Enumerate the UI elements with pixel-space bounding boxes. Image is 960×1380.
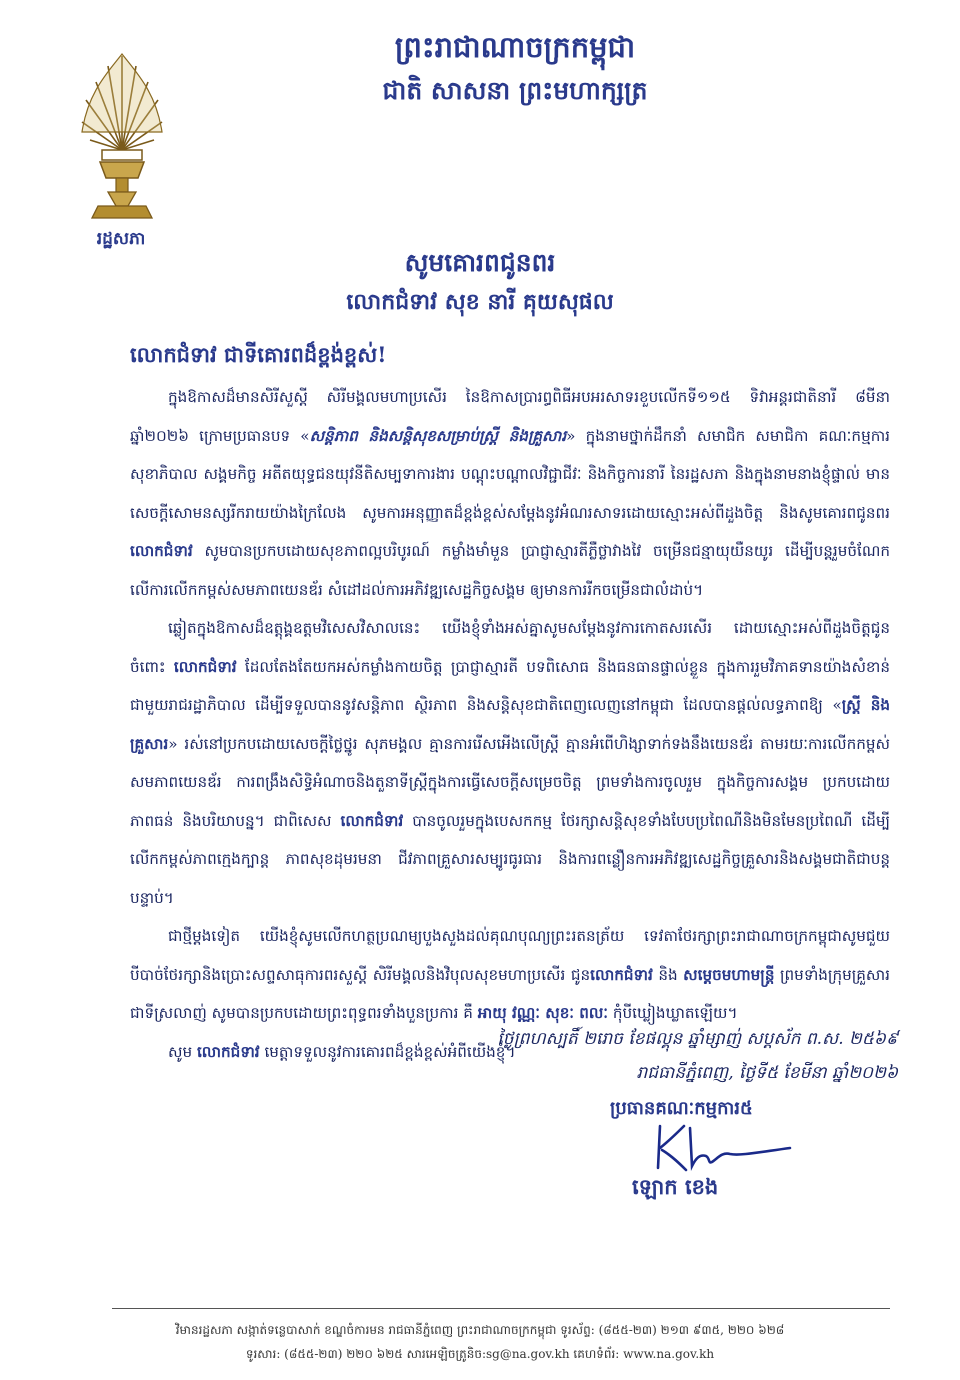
text: ព្រមទាំងក្រុមគ្រួសារជាទីស្រលាញ់ សូមបានប្រកបដោយព្រះពុទ្ធពរទាំងបួនប្រការ គឺ — [130, 965, 890, 1022]
honorific: លោកជំទាវ — [196, 1042, 260, 1061]
honorific: លោកជំទាវ — [130, 542, 193, 560]
text: សូម — [168, 1042, 193, 1061]
footer-contact: ទូរសារ: (៨៥៥-២៣) ២២០ ៦២៥ សារអេឡិចត្រូនិច:sg@na.gov.kh គេហទំព័រ: www.na.gov.kh — [245, 1347, 715, 1361]
signer-name: ឡោក ខេង — [632, 1174, 719, 1199]
footer-divider — [112, 1308, 890, 1309]
signature-icon — [650, 1118, 800, 1178]
text: ដែលតែងតែយកអស់កម្លាំងកាយចិត្ត ប្រាជ្ញាស្មារតី បទពិសោធ និងធនធានផ្ទាល់ខ្លួន ក្នុងការរួមវិភាគទានយ៉ាងសំខាន់ជាមួយរាជរដ្ឋាភិបាល ដើម្បីទទួលបាននូវសន្តិភាព ស្ថិរភាព និងសន្តិសុខជាតិពេញលេញនៅកម្ពុជា ដែលបានផ្តល់លទ្ធភាពឱ្យ « — [130, 657, 891, 714]
theme-text: សន្តិភាព និងសន្តិសុខសម្រាប់ស្ត្រី និងគ្រួសារ — [309, 426, 567, 445]
text: កុំបីឃ្លៀងឃ្លាតឡើយ។ — [612, 1004, 738, 1022]
honorific: លោកជំទាវ — [173, 657, 237, 676]
text: បានចូលរួមក្នុងបេសកកម្ម ថែរក្សាសន្តិសុខទាំងបែបប្រពៃណីនិងមិនមែនប្រពៃណី ដើម្បីលើកកម្ពស់ភាពក្មេងក្បាន្ត ភាពសុខដុមរមនា ជីវភាពគ្រួសារសម្បូរធូរធារ និងការពន្លឿនការអភិវឌ្ឍសេដ្ឋកិច្ចគ្រួសារនិងសង្គមជាតិជាបន្តបន្ទាប់។ — [130, 811, 891, 907]
letter-title: សូមគោរពជូនពរ — [404, 248, 556, 277]
text: » រស់នៅប្រកបដោយសេចក្តីថ្លៃថ្នូរ សុភមង្គល គ្មានការរើសអើងលើស្ត្រី គ្មានអំពើហិង្សាទាក់ទងនឹងយេនឌ័រ តាមរយៈការលើកកម្ពស់សមភាពយេនឌ័រ ការពង្រឹងសិទ្ធិអំណាចនិងតួនាទីស្ត្រីក្នុងការធ្វើសេចក្តីសម្រេចចិត្ត ព្រមទាំងការចូលរួម ក្នុងកិច្ចការសង្គម ប្រកបដោយភាពធន់ និងបរិយាបន្ន។ ជាពិសេស — [130, 734, 890, 830]
emblem-caption: រដ្ឋសភា — [96, 229, 146, 249]
paragraph-3 — [130, 917, 890, 1033]
kingdom-heading: ព្រះរាជាណាចក្រកម្ពុជា — [394, 30, 636, 64]
paragraph-1 — [130, 378, 890, 609]
lunar-date: ថ្ងៃព្រហស្បតិ៍ ២រោច ខែផល្គុន ឆ្នាំម្សាញ់ សប្តស័ក ព.ស. ២៥៦៩ — [497, 1029, 898, 1049]
text: ឆ្លៀតក្នុងឱកាសដ៏ឧត្តុង្គឧត្តមវិសេសវិសាលនេះ យើងខ្ញុំទាំងអស់គ្នាសូមសម្តែងនូវការកោតសរសើរ ដោយស្មោះអស់ពីដួងចិត្តជូនចំពោះ — [130, 619, 890, 676]
paragraph-2 — [130, 609, 890, 917]
text: និង — [658, 965, 678, 984]
blessing-text: អាយុ វណ្ណៈ សុខៈ ពលៈ — [477, 1004, 609, 1022]
footer-address: វិមានរដ្ឋសភា សង្កាត់ទន្លេបាសាក់ ខណ្ឌចំការមន រាជធានីភ្នំពេញ ព្រះរាជាណាចក្រកម្ពុជា ទូរស័ព្ទ: (៨៥៥-២៣) ២១៣ ៩៣៥, ២២០ ៦២៨ — [175, 1323, 785, 1337]
recipient-name: លោកជំទាវ សុខ នារី គុយសុផល — [346, 289, 614, 315]
signer-title: ប្រធានគណៈកម្មការ៥ — [610, 1098, 753, 1119]
place-date: រាជធានីភ្នំពេញ, ថ្ងៃទី៥ ខែមីនា ឆ្នាំ២០២៦ — [636, 1063, 898, 1083]
theme-text: ស្ត្រី និងគ្រួសារ — [130, 696, 890, 753]
honorific: លោកជំទាវ — [590, 965, 653, 984]
text: មេត្តាទទួលនូវការគោរពដ៏ខ្ពង់ខ្ពស់អំពីយើងខ្ញុំ។ — [264, 1042, 516, 1061]
text: » ក្នុងនាមថ្នាក់ដឹកនាំ សមាជិក សមាជិកា គណៈកម្មការសុខាភិបាល សង្គមកិច្ច អតីតយុទ្ធជនយុវនីតិសម្បទាការងារ បណ្តុះបណ្តាលវិជ្ជាជីវៈ និងកិច្ចការនារី នៃរដ្ឋសភា និងក្នុងនាមនាងខ្ញុំផ្ទាល់ មានសេចក្តីសោមនស្សរីករាយយ៉ាងក្រៃលែង សូមការអនុញ្ញាតដ៏ខ្ពង់ខ្ពស់សម្តែងនូវអំណរសាទរដោយស្មោះអស់ពីដួងចិត្ត និងសូមគោរពជូនពរ — [130, 426, 890, 522]
honorific: សម្តេចមហាមន្ត្រី — [683, 965, 775, 984]
text: ក្នុងឱកាសដ៏មានសិរីសួស្តី សិរីមង្គលមហាប្រសើរ នៃឱកាសប្រារព្ធពិធីអបអរសាទរខួបលើកទី១១៥ ទិវាអន្តរជាតិនារី ៨មីនា ឆ្នាំ២០២៦ ក្រោមប្រធានបទ « — [130, 388, 890, 445]
text: សូមបានប្រកបដោយសុខភាពល្អបរិបូរណ៍ កម្លាំងមាំមួន ប្រាជ្ញាស្មារតីភ្លឺថ្លាវាងវៃ ចម្រើនជន្មាយុយឺនយូរ ដើម្បីបន្តរួមចំណែកលើការលើកកម្ពស់សមភាពយេនឌ័រ សំដៅដល់ការអភិវឌ្ឍសេដ្ឋកិច្ចសង្គម ឲ្យមានការរីកចម្រើនជាលំដាប់។ — [130, 542, 890, 599]
letter-body — [130, 378, 890, 1071]
honorific: លោកជំទាវ — [340, 811, 404, 830]
salutation: លោកជំទាវ ជាទីគោរពដ៏ខ្ពង់ខ្ពស់! — [130, 342, 387, 367]
text: ជាថ្មីម្តងទៀត យើងខ្ញុំសូមលើកហត្ថប្រណម្យបួងសួងដល់គុណបុណ្យព្រះរតនត្រ័យ ទេវតាថែរក្សាព្រះរាជាណាចក្រកម្ពុជាសូមជួយបីបាច់ថែរក្សានិងប្រោះសព្ទសាធុការពរសួស្តី សិរីមង្គលនិងវិបុលសុខមហាប្រសើរ ជូន — [130, 927, 890, 984]
motto-heading: ជាតិ សាសនា ព្រះមហាក្សត្រ — [382, 76, 648, 105]
